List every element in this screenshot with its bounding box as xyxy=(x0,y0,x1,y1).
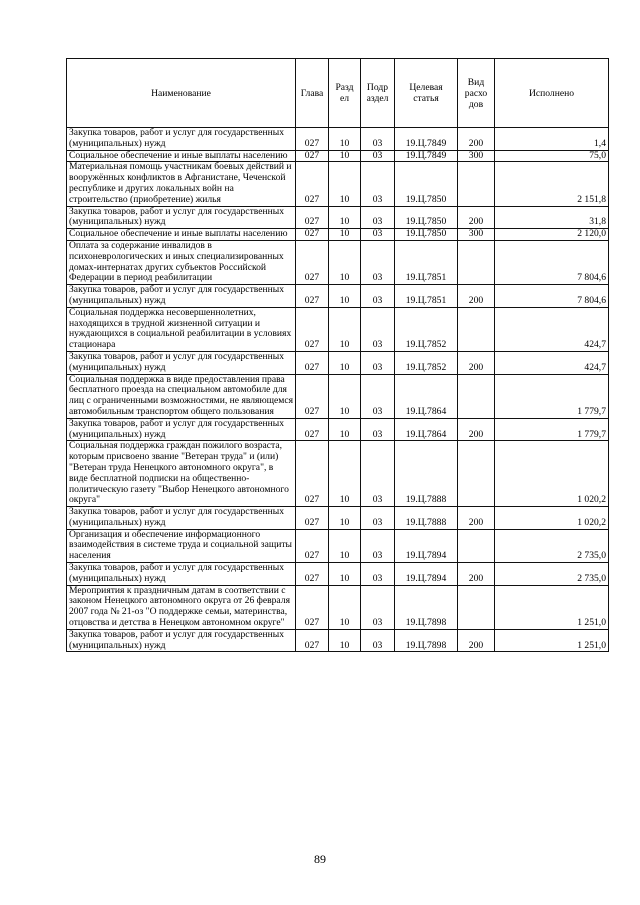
cell-chapter: 027 xyxy=(296,285,329,308)
cell-chapter: 027 xyxy=(296,507,329,530)
cell-section: 10 xyxy=(329,206,361,229)
cell-expense-type: 200 xyxy=(458,418,495,441)
cell-section: 10 xyxy=(329,351,361,374)
cell-target: 19.Ц.7851 xyxy=(395,240,458,284)
table-row xyxy=(67,418,609,441)
cell-subsection: 03 xyxy=(361,229,395,241)
cell-chapter: 027 xyxy=(296,418,329,441)
cell-name: Закупка товаров, работ и услуг для государственных (муниципальных) нужд xyxy=(67,629,296,652)
cell-target: 19.Ц.7864 xyxy=(395,374,458,418)
header-subsection: Подр аздел xyxy=(361,59,395,128)
table-row xyxy=(67,150,609,162)
cell-executed: 31,8 xyxy=(495,206,609,229)
cell-subsection: 03 xyxy=(361,150,395,162)
cell-chapter: 027 xyxy=(296,229,329,241)
cell-chapter: 027 xyxy=(296,629,329,652)
cell-chapter: 027 xyxy=(296,351,329,374)
cell-name: Закупка товаров, работ и услуг для государственных (муниципальных) нужд xyxy=(67,285,296,308)
cell-target: 19.Ц.7849 xyxy=(395,128,458,151)
cell-executed: 1 251,0 xyxy=(495,585,609,629)
cell-chapter: 027 xyxy=(296,563,329,586)
cell-expense-type: 200 xyxy=(458,351,495,374)
cell-name: Закупка товаров, работ и услуг для государственных (муниципальных) нужд xyxy=(67,418,296,441)
table-row xyxy=(67,162,609,206)
cell-expense-type xyxy=(458,585,495,629)
cell-target: 19.Ц.7849 xyxy=(395,150,458,162)
cell-target: 19.Ц.7864 xyxy=(395,418,458,441)
cell-target: 19.Ц.7894 xyxy=(395,563,458,586)
table-row xyxy=(67,507,609,530)
cell-executed: 7 804,6 xyxy=(495,285,609,308)
cell-expense-type xyxy=(458,240,495,284)
cell-name: Социальная поддержка в виде предоставления права бесплатного проезда на специальном автомобиле для лиц с ограниченными возможностями, не являющемся автомобильным транспортом общего пользования xyxy=(67,374,296,418)
cell-section: 10 xyxy=(329,585,361,629)
cell-subsection: 03 xyxy=(361,351,395,374)
header-target: Целевая статья xyxy=(395,59,458,128)
cell-chapter: 027 xyxy=(296,585,329,629)
table-row xyxy=(67,240,609,284)
cell-chapter: 027 xyxy=(296,128,329,151)
cell-name: Закупка товаров, работ и услуг для государственных (муниципальных) нужд xyxy=(67,128,296,151)
cell-section: 10 xyxy=(329,128,361,151)
table-row xyxy=(67,585,609,629)
cell-target: 19.Ц.7851 xyxy=(395,285,458,308)
cell-target: 19.Ц.7850 xyxy=(395,229,458,241)
header-chapter: Глава xyxy=(296,59,329,128)
cell-subsection: 03 xyxy=(361,285,395,308)
cell-name: Материальная помощь участникам боевых действий и вооружённых конфликтов в Афганистане, Чеченской республике и других локальных войн на строительство (приобретение) жилья xyxy=(67,162,296,206)
table-row xyxy=(67,285,609,308)
cell-target: 19.Ц.7852 xyxy=(395,351,458,374)
cell-subsection: 03 xyxy=(361,507,395,530)
cell-section: 10 xyxy=(329,441,361,507)
cell-section: 10 xyxy=(329,563,361,586)
cell-executed: 2 735,0 xyxy=(495,563,609,586)
cell-expense-type: 200 xyxy=(458,629,495,652)
cell-expense-type: 200 xyxy=(458,285,495,308)
table-row xyxy=(67,529,609,562)
cell-chapter: 027 xyxy=(296,150,329,162)
table-row xyxy=(67,351,609,374)
cell-expense-type: 300 xyxy=(458,150,495,162)
cell-chapter: 027 xyxy=(296,240,329,284)
cell-name: Закупка товаров, работ и услуг для государственных (муниципальных) нужд xyxy=(67,507,296,530)
cell-subsection: 03 xyxy=(361,307,395,351)
cell-subsection: 03 xyxy=(361,529,395,562)
cell-target: 19.Ц.7898 xyxy=(395,629,458,652)
cell-target: 19.Ц.7850 xyxy=(395,206,458,229)
cell-expense-type xyxy=(458,374,495,418)
page-number: 89 xyxy=(314,852,326,866)
cell-expense-type: 200 xyxy=(458,563,495,586)
cell-executed: 1,4 xyxy=(495,128,609,151)
cell-section: 10 xyxy=(329,507,361,530)
cell-executed: 2 735,0 xyxy=(495,529,609,562)
cell-executed: 2 120,0 xyxy=(495,229,609,241)
cell-executed: 1 020,2 xyxy=(495,441,609,507)
cell-expense-type: 200 xyxy=(458,128,495,151)
header-name: Наименование xyxy=(67,59,296,128)
cell-target: 19.Ц.7850 xyxy=(395,162,458,206)
cell-subsection: 03 xyxy=(361,629,395,652)
cell-name: Закупка товаров, работ и услуг для государственных (муниципальных) нужд xyxy=(67,351,296,374)
cell-section: 10 xyxy=(329,529,361,562)
cell-chapter: 027 xyxy=(296,441,329,507)
table-row xyxy=(67,629,609,652)
cell-subsection: 03 xyxy=(361,240,395,284)
table-row xyxy=(67,206,609,229)
cell-target: 19.Ц.7888 xyxy=(395,507,458,530)
cell-subsection: 03 xyxy=(361,162,395,206)
cell-name: Закупка товаров, работ и услуг для государственных (муниципальных) нужд xyxy=(67,206,296,229)
cell-name: Закупка товаров, работ и услуг для государственных (муниципальных) нужд xyxy=(67,563,296,586)
table-row xyxy=(67,229,609,241)
cell-expense-type xyxy=(458,441,495,507)
table-row xyxy=(67,307,609,351)
cell-chapter: 027 xyxy=(296,374,329,418)
cell-executed: 1 020,2 xyxy=(495,507,609,530)
cell-name: Социальное обеспечение и иные выплаты населению xyxy=(67,150,296,162)
cell-subsection: 03 xyxy=(361,563,395,586)
cell-name: Социальная поддержка граждан пожилого возраста, которым присвоено звание "Ветеран труда" и (или) "Ветеран труда Ненецкого автономного округа", в виде бесплатной подписки на общественно-политическую газету "Выбор Ненецкого автономного округа" xyxy=(67,441,296,507)
cell-executed: 1 779,7 xyxy=(495,374,609,418)
cell-name: Социальное обеспечение и иные выплаты населению xyxy=(67,229,296,241)
cell-target: 19.Ц.7894 xyxy=(395,529,458,562)
cell-executed: 7 804,6 xyxy=(495,240,609,284)
header-expense-type: Вид расхо дов xyxy=(458,59,495,128)
cell-section: 10 xyxy=(329,162,361,206)
cell-chapter: 027 xyxy=(296,162,329,206)
table-row xyxy=(67,128,609,151)
cell-executed: 424,7 xyxy=(495,307,609,351)
cell-subsection: 03 xyxy=(361,374,395,418)
cell-subsection: 03 xyxy=(361,206,395,229)
cell-name: Социальная поддержка несовершеннолетних, находящихся в трудной жизненной ситуации и нуждающихся в социальной реабилитации в условиях стационара xyxy=(67,307,296,351)
cell-chapter: 027 xyxy=(296,206,329,229)
cell-target: 19.Ц.7852 xyxy=(395,307,458,351)
cell-expense-type: 200 xyxy=(458,206,495,229)
cell-section: 10 xyxy=(329,374,361,418)
header-executed: Исполнено xyxy=(495,59,609,128)
cell-subsection: 03 xyxy=(361,418,395,441)
cell-executed: 1 251,0 xyxy=(495,629,609,652)
cell-section: 10 xyxy=(329,418,361,441)
table-header-row xyxy=(67,59,609,128)
header-section: Разд ел xyxy=(329,59,361,128)
cell-section: 10 xyxy=(329,229,361,241)
cell-executed: 424,7 xyxy=(495,351,609,374)
cell-target: 19.Ц.7898 xyxy=(395,585,458,629)
cell-chapter: 027 xyxy=(296,529,329,562)
cell-expense-type xyxy=(458,529,495,562)
cell-name: Организация и обеспечение информационного взаимодействия в системе труда и социальной защиты населения xyxy=(67,529,296,562)
cell-section: 10 xyxy=(329,307,361,351)
cell-subsection: 03 xyxy=(361,441,395,507)
cell-name: Мероприятия к праздничным датам в соответствии с законом Ненецкого автономного округа от 26 февраля 2007 года № 21-оз "О поддержке семьи, материнства, отцовства и детства в Ненецком автономном округе" xyxy=(67,585,296,629)
cell-executed: 2 151,8 xyxy=(495,162,609,206)
cell-executed: 75,0 xyxy=(495,150,609,162)
cell-target: 19.Ц.7888 xyxy=(395,441,458,507)
cell-section: 10 xyxy=(329,240,361,284)
cell-subsection: 03 xyxy=(361,585,395,629)
cell-chapter: 027 xyxy=(296,307,329,351)
cell-section: 10 xyxy=(329,285,361,308)
table-row xyxy=(67,441,609,507)
cell-expense-type xyxy=(458,307,495,351)
cell-expense-type: 300 xyxy=(458,229,495,241)
cell-executed: 1 779,7 xyxy=(495,418,609,441)
cell-name: Оплата за содержание инвалидов в психоневрологических и иных специализированных домах-интернатах других субъектов Российской Федерации в период реабилитации xyxy=(67,240,296,284)
cell-section: 10 xyxy=(329,629,361,652)
cell-expense-type: 200 xyxy=(458,507,495,530)
table-row xyxy=(67,563,609,586)
cell-section: 10 xyxy=(329,150,361,162)
cell-subsection: 03 xyxy=(361,128,395,151)
table-row xyxy=(67,374,609,418)
cell-expense-type xyxy=(458,162,495,206)
budget-table xyxy=(66,58,609,652)
